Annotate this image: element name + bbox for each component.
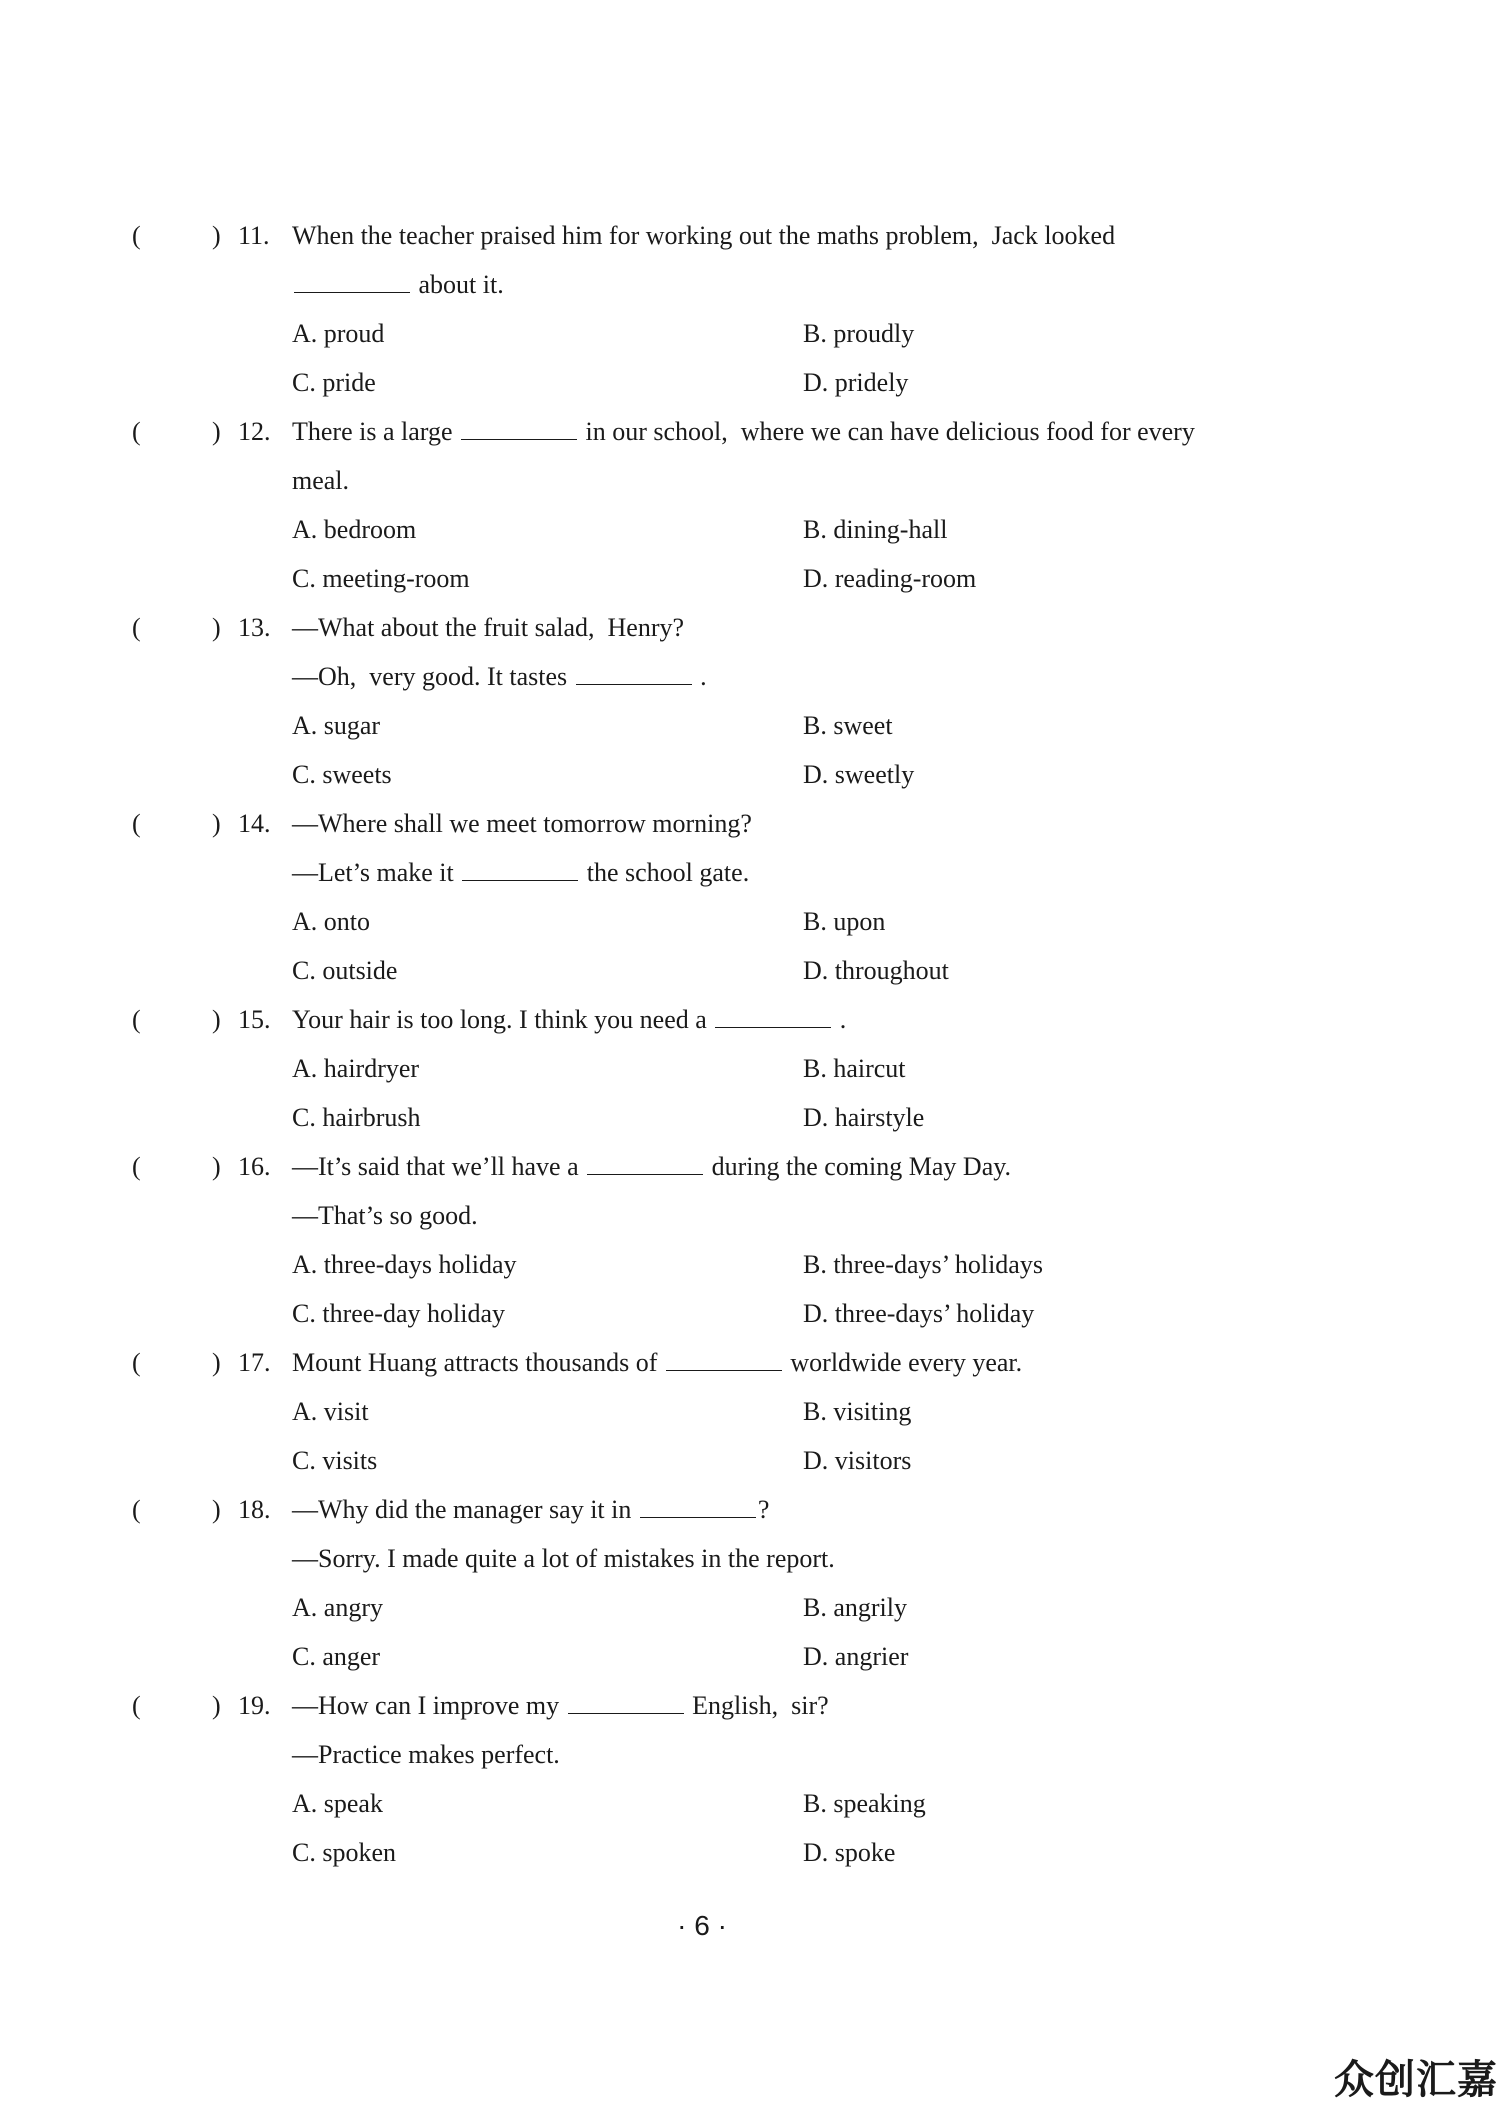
question-text-line xyxy=(292,610,684,646)
option-b: B. three-days’ holidays xyxy=(803,1250,1043,1279)
answer-paren-open: ( xyxy=(132,809,141,838)
question-text-line xyxy=(292,1737,560,1773)
option-b: B. visiting xyxy=(803,1397,912,1426)
answer-paren-open: ( xyxy=(132,613,141,642)
question-text: When the teacher praised him for working out the maths problem, Jack looked xyxy=(292,221,1116,250)
question-text: —Oh, very good. It tastes xyxy=(292,662,574,691)
option-c: C. hairbrush xyxy=(292,1103,421,1132)
question-text: —Practice makes perfect. xyxy=(292,1740,560,1769)
question-text: . xyxy=(833,1005,847,1034)
answer-paren-close: ) xyxy=(212,1348,221,1377)
answer-paren-open: ( xyxy=(132,221,141,250)
option-b: B. proudly xyxy=(803,319,915,348)
question-text: the school gate. xyxy=(580,858,750,887)
question-number: 15. xyxy=(238,1005,271,1034)
question-text: during the coming May Day. xyxy=(705,1152,1012,1181)
option-d: D. hairstyle xyxy=(803,1103,925,1132)
answer-blank xyxy=(576,660,692,685)
question-text-line xyxy=(292,1345,1022,1381)
option-b: B. angrily xyxy=(803,1593,907,1622)
option-d: D. spoke xyxy=(803,1838,896,1867)
option-d: D. reading-room xyxy=(803,564,977,593)
question-text: Your hair is too long. I think you need a xyxy=(292,1005,714,1034)
question-text: in our school, where we can have delicious food for every xyxy=(579,417,1195,446)
answer-paren-close: ) xyxy=(212,613,221,642)
option-d: D. throughout xyxy=(803,956,949,985)
question-text-line xyxy=(292,1541,835,1577)
answer-paren-close: ) xyxy=(212,809,221,838)
question-text-line xyxy=(292,1198,478,1234)
option-a: A. speak xyxy=(292,1789,383,1818)
answer-blank xyxy=(294,268,410,293)
option-a: A. visit xyxy=(292,1397,369,1426)
answer-paren-close: ) xyxy=(212,1005,221,1034)
question-text: —Let’s make it xyxy=(292,858,461,887)
option-b: B. speaking xyxy=(803,1789,926,1818)
question-text: worldwide every year. xyxy=(783,1348,1023,1377)
question-text: —What about the fruit salad, Henry? xyxy=(292,613,685,642)
option-c: C. pride xyxy=(292,368,376,397)
answer-paren-open: ( xyxy=(132,1348,141,1377)
answer-paren-close: ) xyxy=(212,1495,221,1524)
question-text: English, sir? xyxy=(685,1691,829,1720)
answer-paren-open: ( xyxy=(132,417,141,446)
question-text: about it. xyxy=(412,270,504,299)
answer-blank xyxy=(666,1346,782,1371)
option-c: C. spoken xyxy=(292,1838,396,1867)
question-text: . xyxy=(693,662,707,691)
option-a: A. sugar xyxy=(292,711,381,740)
answer-blank xyxy=(587,1150,703,1175)
option-c: C. anger xyxy=(292,1642,381,1671)
option-d: D. three-days’ holiday xyxy=(803,1299,1035,1328)
answer-paren-open: ( xyxy=(132,1691,141,1720)
option-a: A. bedroom xyxy=(292,515,417,544)
question-number: 12. xyxy=(238,417,271,446)
question-text-line xyxy=(292,1688,829,1724)
answer-paren-open: ( xyxy=(132,1005,141,1034)
question-text: There is a large xyxy=(292,417,459,446)
question-text: —Where shall we meet tomorrow morning? xyxy=(292,809,752,838)
answer-paren-close: ) xyxy=(212,1152,221,1181)
question-number: 16. xyxy=(238,1152,271,1181)
question-number: 18. xyxy=(238,1495,271,1524)
answer-blank xyxy=(461,415,577,440)
answer-paren-open: ( xyxy=(132,1495,141,1524)
option-a: A. onto xyxy=(292,907,370,936)
answer-blank xyxy=(640,1493,756,1518)
question-text-line xyxy=(292,267,504,303)
question-number: 14. xyxy=(238,809,271,838)
question-text: —Why did the manager say it in xyxy=(292,1495,638,1524)
question-number: 13. xyxy=(238,613,271,642)
question-text-line xyxy=(292,463,349,499)
answer-paren-open: ( xyxy=(132,1152,141,1181)
question-text-line xyxy=(292,659,707,695)
question-text: meal. xyxy=(292,466,350,495)
option-a: A. angry xyxy=(292,1593,383,1622)
question-number: 11. xyxy=(238,221,270,250)
question-text: —Sorry. I made quite a lot of mistakes in the report. xyxy=(292,1544,835,1573)
option-a: A. three-days holiday xyxy=(292,1250,517,1279)
option-c: C. meeting-room xyxy=(292,564,470,593)
question-text-line xyxy=(292,414,1195,450)
option-c: C. outside xyxy=(292,956,398,985)
question-text: Mount Huang attracts thousands of xyxy=(292,1348,664,1377)
answer-paren-close: ) xyxy=(212,417,221,446)
answer-blank xyxy=(462,856,578,881)
watermark-logo: 众创汇嘉 xyxy=(1334,2057,1498,2103)
option-d: D. sweetly xyxy=(803,760,915,789)
question-text: —It’s said that we’ll have a xyxy=(292,1152,586,1181)
option-b: B. dining-hall xyxy=(803,515,948,544)
option-d: D. angrier xyxy=(803,1642,909,1671)
option-d: D. visitors xyxy=(803,1446,912,1475)
option-c: C. three-day holiday xyxy=(292,1299,505,1328)
question-text: —That’s so good. xyxy=(292,1201,478,1230)
question-text-line xyxy=(292,1492,769,1528)
question-text: ? xyxy=(757,1495,770,1524)
question-text-line xyxy=(292,1002,846,1038)
answer-blank xyxy=(568,1689,684,1714)
answer-paren-close: ) xyxy=(212,221,221,250)
option-b: B. haircut xyxy=(803,1054,906,1083)
question-number: 19. xyxy=(238,1691,271,1720)
question-number: 17. xyxy=(238,1348,271,1377)
question-text: —How can I improve my xyxy=(292,1691,566,1720)
page-number: · 6 · xyxy=(677,1910,727,1941)
option-a: A. hairdryer xyxy=(292,1054,420,1083)
question-text-line xyxy=(292,855,749,891)
option-b: B. upon xyxy=(803,907,886,936)
question-text-line xyxy=(292,806,752,842)
answer-blank xyxy=(715,1003,831,1028)
option-d: D. pridely xyxy=(803,368,909,397)
option-c: C. sweets xyxy=(292,760,392,789)
answer-paren-close: ) xyxy=(212,1691,221,1720)
option-a: A. proud xyxy=(292,319,385,348)
option-b: B. sweet xyxy=(803,711,893,740)
question-text-line xyxy=(292,1149,1011,1185)
question-text-line xyxy=(292,218,1115,254)
option-c: C. visits xyxy=(292,1446,378,1475)
